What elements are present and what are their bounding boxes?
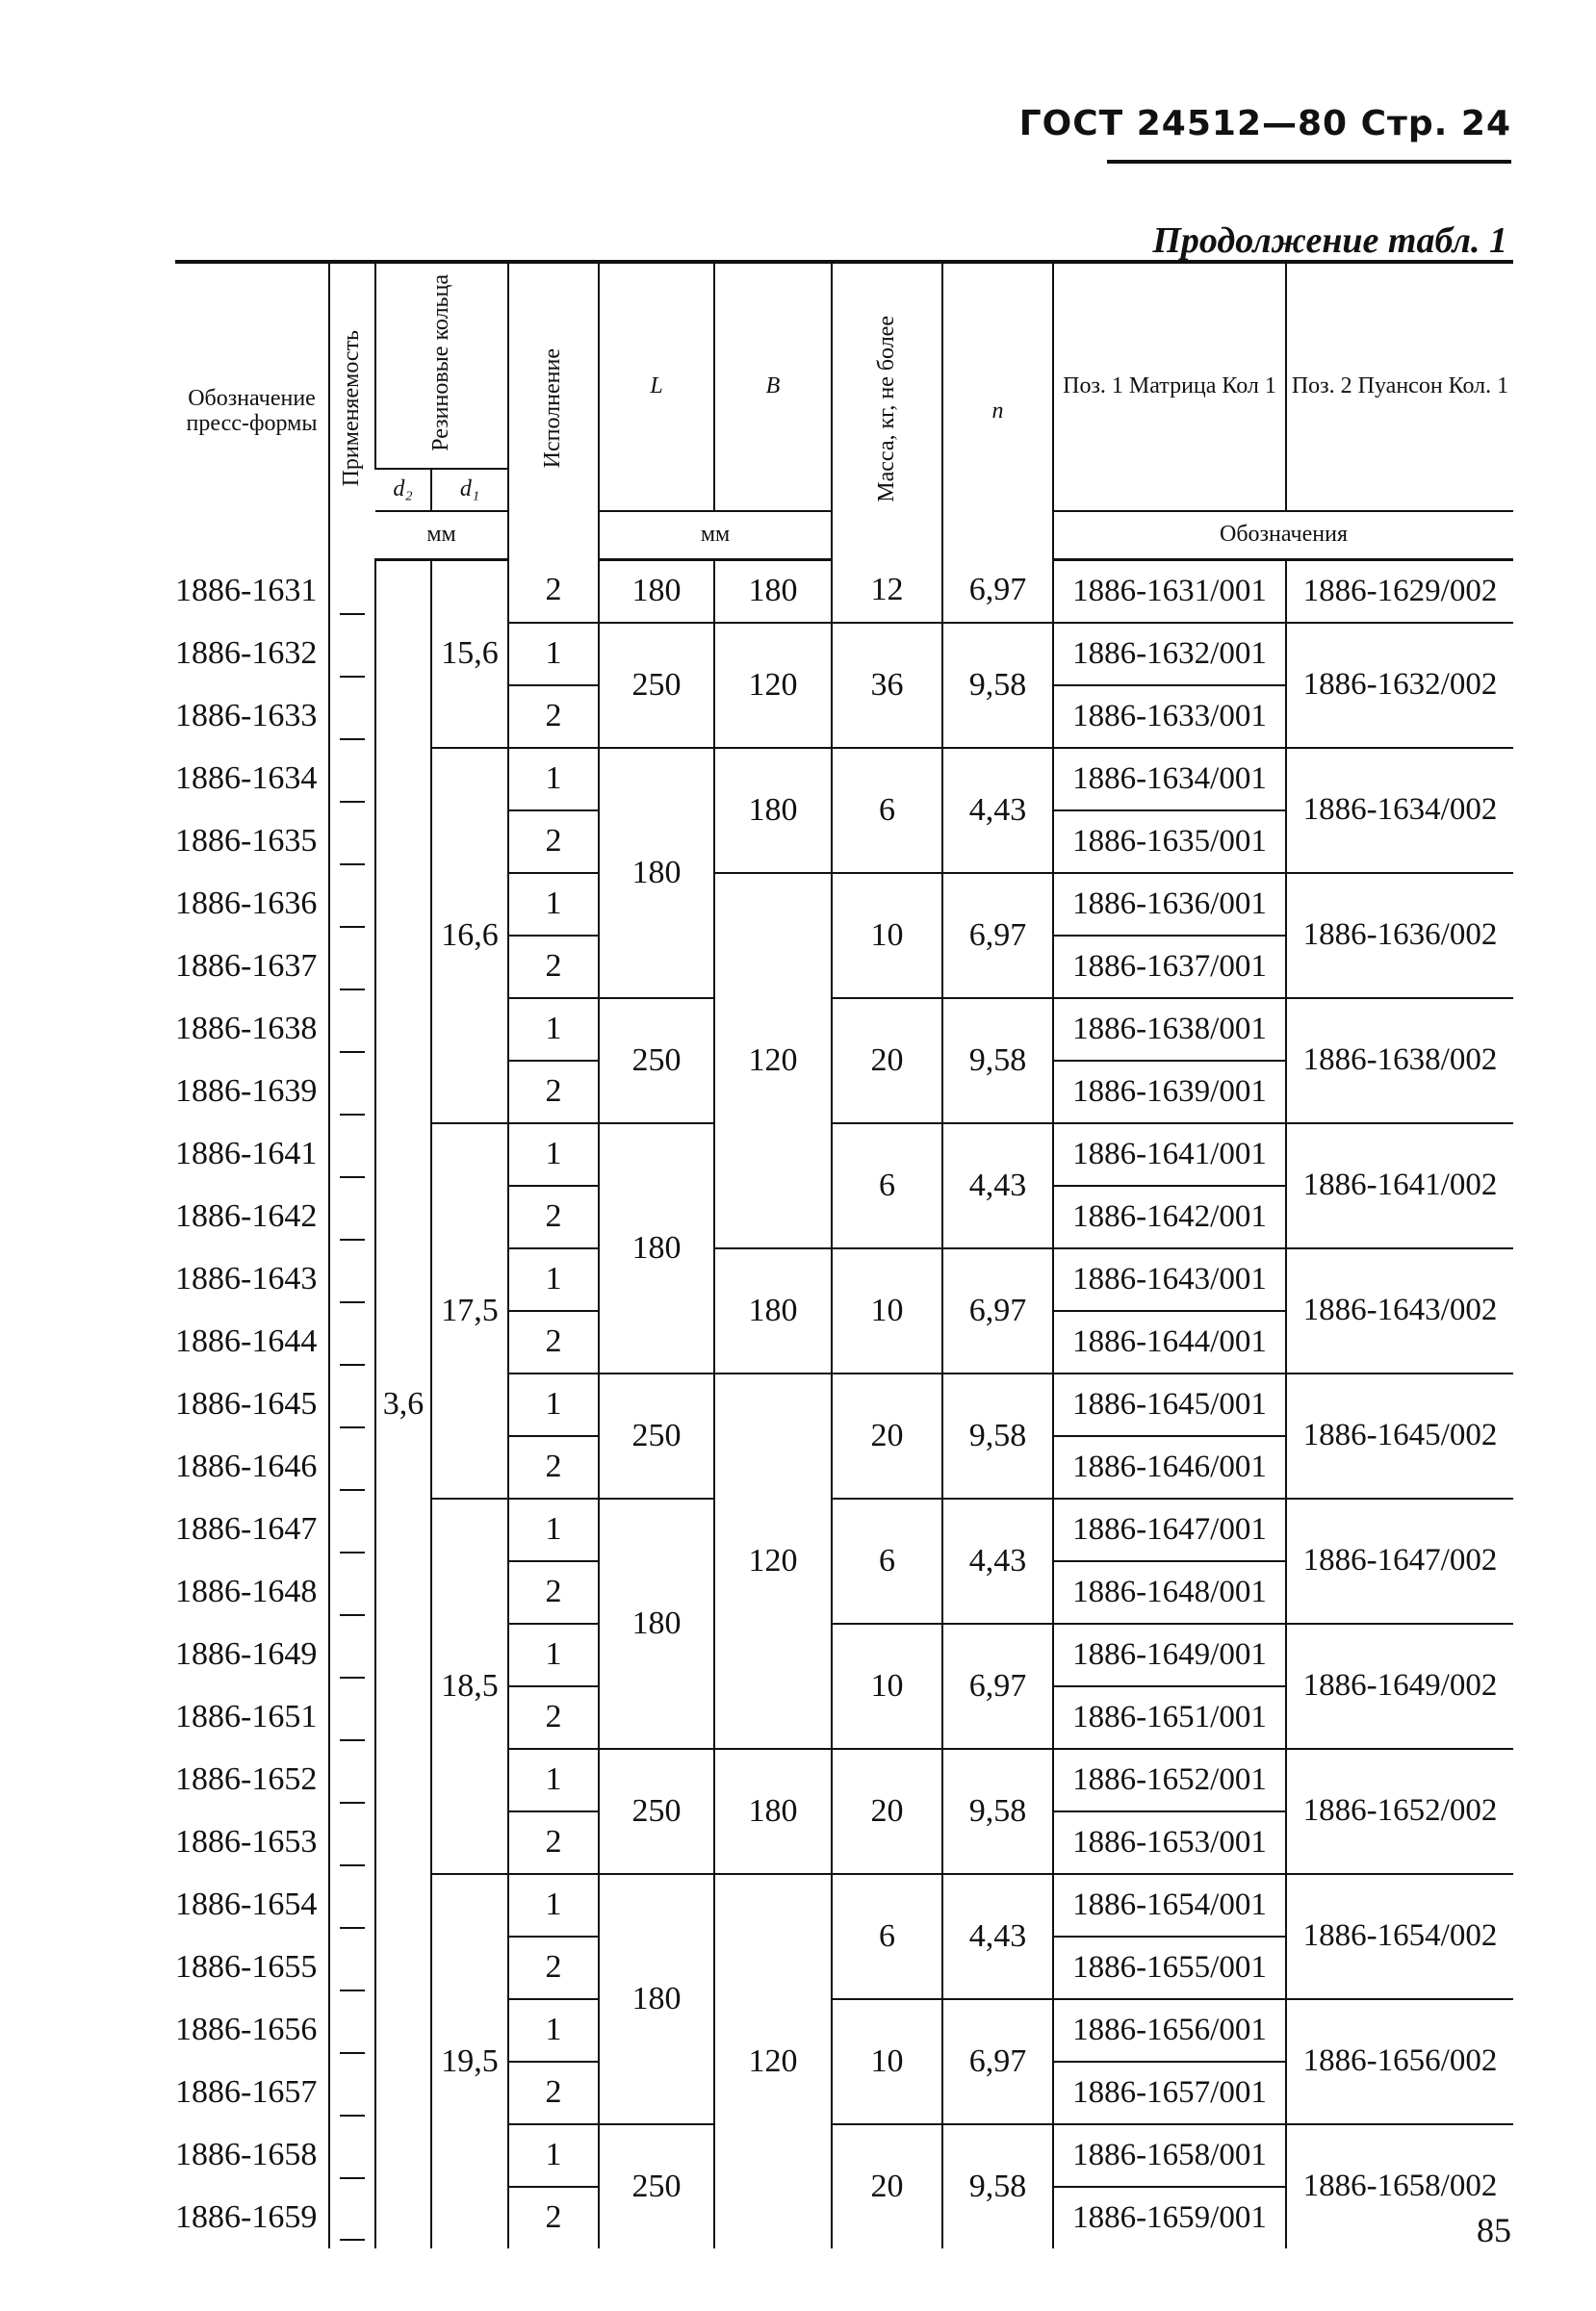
application-cell <box>329 1874 375 1937</box>
application-cell <box>329 1937 375 1999</box>
pos1-cell: 1886-1635/001 <box>1053 810 1286 873</box>
version-cell: 2 <box>508 2187 599 2248</box>
application-cell <box>329 1749 375 1811</box>
designation-cell: 1886-1639 <box>175 1073 318 1109</box>
d1-cell: 18,5 <box>431 1499 508 1874</box>
pos1-cell: 1886-1645/001 <box>1053 1374 1286 1436</box>
dash-mark <box>340 1364 365 1366</box>
d1-cell: 19,5 <box>431 1874 508 2248</box>
header-d1: d₁ <box>431 469 508 511</box>
header-mass: Масса, кг, не более <box>832 262 942 559</box>
dash-mark <box>340 613 365 615</box>
pos1-cell: 1886-1647/001 <box>1053 1499 1286 1561</box>
version-cell: 1 <box>508 1749 599 1811</box>
pos2-cell: 1886-1647/002 <box>1286 1499 1513 1624</box>
B-cell: 120 <box>714 1374 832 1749</box>
designation-cell: 1886-1656 <box>175 2012 318 2047</box>
designation-cell: 1886-1636 <box>175 886 318 921</box>
B-cell: 120 <box>714 873 832 1248</box>
n-cell: 6,97 <box>942 1248 1053 1374</box>
version-cell: 1 <box>508 1374 599 1436</box>
designation-cell: 1886-1637 <box>175 948 318 984</box>
L-cell: 180 <box>599 1874 714 2124</box>
dash-mark <box>340 2239 365 2241</box>
version-cell: 2 <box>508 1686 599 1749</box>
n-cell: 9,58 <box>942 998 1053 1123</box>
application-cell <box>329 810 375 873</box>
version-cell: 1 <box>508 623 599 685</box>
application-cell <box>329 1311 375 1374</box>
dash-mark <box>340 1677 365 1679</box>
B-cell: 180 <box>714 559 832 623</box>
designation-cell: 1886-1659 <box>175 2198 318 2235</box>
pos1-cell: 1886-1634/001 <box>1053 748 1286 810</box>
application-cell <box>329 748 375 810</box>
version-cell: 2 <box>508 1061 599 1123</box>
pos2-cell: 1886-1636/002 <box>1286 873 1513 998</box>
dash-mark <box>340 1990 365 1991</box>
pos1-cell: 1886-1641/001 <box>1053 1123 1286 1186</box>
designation-cell: 1886-1641 <box>175 1136 318 1171</box>
pos1-cell: 1886-1631/001 <box>1053 559 1286 623</box>
version-cell: 1 <box>508 2124 599 2187</box>
B-cell: 180 <box>714 748 832 873</box>
header-B: B <box>714 262 832 511</box>
application-cell <box>329 2124 375 2187</box>
mass-cell: 20 <box>832 2124 942 2248</box>
dash-mark <box>340 1426 365 1428</box>
page-number: 85 <box>1477 2211 1511 2249</box>
pos1-cell: 1886-1636/001 <box>1053 873 1286 936</box>
dash-mark <box>340 1614 365 1616</box>
header-pos1: Поз. 1 Матрица Кол 1 <box>1053 262 1286 511</box>
application-cell <box>329 1499 375 1561</box>
application-cell <box>329 685 375 748</box>
n-cell: 4,43 <box>942 1123 1053 1248</box>
designation-cell: 1886-1631 <box>175 572 318 608</box>
n-cell: 6,97 <box>942 1999 1053 2124</box>
version-cell: 2 <box>508 1937 599 1999</box>
pos1-cell: 1886-1646/001 <box>1053 1436 1286 1499</box>
designation-cell: 1886-1638 <box>175 1011 318 1046</box>
version-cell: 2 <box>508 559 599 623</box>
application-cell <box>329 1248 375 1311</box>
dash-mark <box>340 1552 365 1554</box>
mass-cell: 6 <box>832 1123 942 1248</box>
header-application: Применяемость <box>329 262 375 559</box>
dash-mark <box>340 1739 365 1741</box>
dash-mark <box>340 1802 365 1804</box>
pos1-cell: 1886-1659/001 <box>1053 2187 1286 2248</box>
pos1-cell: 1886-1656/001 <box>1053 1999 1286 2062</box>
table-continuation-label: Продолжение табл. 1 <box>1152 220 1507 261</box>
mass-cell: 10 <box>832 1624 942 1749</box>
n-cell: 6,97 <box>942 873 1053 998</box>
n-cell: 6,97 <box>942 559 1053 623</box>
L-cell: 180 <box>599 1499 714 1749</box>
n-cell: 9,58 <box>942 2124 1053 2248</box>
mass-cell: 6 <box>832 1874 942 1999</box>
mass-cell: 20 <box>832 1749 942 1874</box>
version-cell: 1 <box>508 1874 599 1937</box>
n-cell: 4,43 <box>942 1499 1053 1624</box>
B-cell: 120 <box>714 623 832 748</box>
mass-cell: 10 <box>832 1248 942 1374</box>
mass-cell: 10 <box>832 1999 942 2124</box>
application-cell <box>329 2062 375 2124</box>
pos1-cell: 1886-1632/001 <box>1053 623 1286 685</box>
version-cell: 2 <box>508 1811 599 1874</box>
application-cell <box>329 1374 375 1436</box>
page-header: ГОСТ 24512—80 Стр. 24 <box>1018 104 1511 143</box>
version-cell: 2 <box>508 1186 599 1248</box>
application-cell <box>329 1061 375 1123</box>
application-cell <box>329 1686 375 1749</box>
pos1-cell: 1886-1649/001 <box>1053 1624 1286 1686</box>
dash-mark <box>340 1051 365 1053</box>
pos1-cell: 1886-1638/001 <box>1053 998 1286 1061</box>
dash-mark <box>340 989 365 990</box>
L-cell: 180 <box>599 559 714 623</box>
dash-mark <box>340 801 365 803</box>
L-cell: 180 <box>599 748 714 998</box>
version-cell: 1 <box>508 1248 599 1311</box>
header-pos2: Поз. 2 Пуансон Кол. 1 <box>1286 262 1513 511</box>
designation-cell: 1886-1651 <box>175 1699 318 1734</box>
version-cell: 2 <box>508 2062 599 2124</box>
specification-table <box>175 260 1513 2248</box>
n-cell: 9,58 <box>942 623 1053 748</box>
designation-cell: 1886-1648 <box>175 1574 318 1609</box>
designation-cell: 1886-1643 <box>175 1261 318 1297</box>
pos2-cell: 1886-1629/002 <box>1286 559 1513 623</box>
pos2-cell: 1886-1638/002 <box>1286 998 1513 1123</box>
L-cell: 250 <box>599 998 714 1123</box>
header-d2: d₂ <box>375 469 431 511</box>
pos2-cell: 1886-1652/002 <box>1286 1749 1513 1874</box>
dash-mark <box>340 676 365 678</box>
application-cell <box>329 873 375 936</box>
pos2-cell: 1886-1656/002 <box>1286 1999 1513 2124</box>
designation-cell: 1886-1632 <box>175 635 318 671</box>
mass-cell: 20 <box>832 998 942 1123</box>
version-cell: 2 <box>508 1561 599 1624</box>
pos1-cell: 1886-1639/001 <box>1053 1061 1286 1123</box>
header-mm-dimensions: мм <box>599 511 832 559</box>
dash-mark <box>340 738 365 740</box>
application-cell <box>329 936 375 998</box>
designation-cell: 1886-1633 <box>175 698 318 733</box>
pos1-cell: 1886-1642/001 <box>1053 1186 1286 1248</box>
pos1-cell: 1886-1657/001 <box>1053 2062 1286 2124</box>
header-rubber-rings: Резиновые кольца <box>375 262 508 469</box>
pos1-cell: 1886-1655/001 <box>1053 1937 1286 1999</box>
dash-mark <box>340 1301 365 1303</box>
version-cell: 2 <box>508 1311 599 1374</box>
application-cell <box>329 2187 375 2248</box>
designation-cell: 1886-1658 <box>175 2137 318 2172</box>
pos1-cell: 1886-1654/001 <box>1053 1874 1286 1937</box>
header-designation: Обозначение пресс-формы <box>186 386 318 436</box>
version-cell: 2 <box>508 936 599 998</box>
designation-cell: 1886-1657 <box>175 2074 318 2110</box>
pos2-cell: 1886-1649/002 <box>1286 1624 1513 1749</box>
d1-cell: 15,6 <box>431 559 508 748</box>
mass-cell: 12 <box>832 559 942 623</box>
application-cell <box>329 623 375 685</box>
header-version: Исполнение <box>508 262 599 559</box>
version-cell: 1 <box>508 1123 599 1186</box>
version-cell: 1 <box>508 1624 599 1686</box>
L-cell: 180 <box>599 1123 714 1374</box>
dash-mark <box>340 1176 365 1178</box>
mass-cell: 20 <box>832 1374 942 1499</box>
table-row <box>175 559 1513 623</box>
version-cell: 1 <box>508 998 599 1061</box>
dash-mark <box>340 1927 365 1929</box>
header-mm-rings: мм <box>375 511 508 559</box>
application-cell <box>329 1436 375 1499</box>
application-cell <box>329 1561 375 1624</box>
pos1-cell: 1886-1637/001 <box>1053 936 1286 998</box>
designation-cell: 1886-1652 <box>175 1761 318 1797</box>
dash-mark <box>340 1114 365 1116</box>
pos1-cell: 1886-1653/001 <box>1053 1811 1286 1874</box>
designation-cell: 1886-1655 <box>175 1949 318 1985</box>
pos1-cell: 1886-1648/001 <box>1053 1561 1286 1624</box>
dash-mark <box>340 2052 365 2054</box>
pos1-cell: 1886-1643/001 <box>1053 1248 1286 1311</box>
application-cell <box>329 1999 375 2062</box>
header-designations: Обозначения <box>1053 511 1513 559</box>
dash-mark <box>340 1489 365 1491</box>
application-cell <box>329 998 375 1061</box>
n-cell: 6,97 <box>942 1624 1053 1749</box>
version-cell: 2 <box>508 1436 599 1499</box>
n-cell: 4,43 <box>942 1874 1053 1999</box>
dash-mark <box>340 1239 365 1241</box>
dash-mark <box>340 863 365 865</box>
pos1-cell: 1886-1644/001 <box>1053 1311 1286 1374</box>
pos2-cell: 1886-1634/002 <box>1286 748 1513 873</box>
version-cell: 2 <box>508 685 599 748</box>
designation-cell: 1886-1635 <box>175 823 318 859</box>
L-cell: 250 <box>599 1749 714 1874</box>
application-cell <box>329 1186 375 1248</box>
pos2-cell: 1886-1643/002 <box>1286 1248 1513 1374</box>
L-cell: 250 <box>599 2124 714 2248</box>
application-cell <box>329 1811 375 1874</box>
version-cell: 1 <box>508 873 599 936</box>
n-cell: 4,43 <box>942 748 1053 873</box>
mass-cell: 6 <box>832 748 942 873</box>
L-cell: 250 <box>599 623 714 748</box>
designation-cell: 1886-1645 <box>175 1386 318 1422</box>
B-cell: 180 <box>714 1749 832 1874</box>
designation-cell: 1886-1634 <box>175 760 318 796</box>
d1-cell: 16,6 <box>431 748 508 1123</box>
dash-mark <box>340 2177 365 2179</box>
n-cell: 9,58 <box>942 1749 1053 1874</box>
B-cell: 120 <box>714 1874 832 2248</box>
designation-cell: 1886-1647 <box>175 1511 318 1547</box>
L-cell: 250 <box>599 1374 714 1499</box>
pos2-cell: 1886-1645/002 <box>1286 1374 1513 1499</box>
pos1-cell: 1886-1658/001 <box>1053 2124 1286 2187</box>
mass-cell: 36 <box>832 623 942 748</box>
version-cell: 2 <box>508 810 599 873</box>
designation-cell: 1886-1653 <box>175 1824 318 1860</box>
version-cell: 1 <box>508 1999 599 2062</box>
header-rule <box>1107 160 1511 164</box>
designation-cell: 1886-1642 <box>175 1198 318 1234</box>
pos1-cell: 1886-1651/001 <box>1053 1686 1286 1749</box>
version-cell: 1 <box>508 1499 599 1561</box>
dash-mark <box>340 1864 365 1866</box>
application-cell <box>329 1624 375 1686</box>
designation-cell: 1886-1646 <box>175 1449 318 1484</box>
version-cell: 1 <box>508 748 599 810</box>
pos2-cell: 1886-1654/002 <box>1286 1874 1513 1999</box>
mass-cell: 6 <box>832 1499 942 1624</box>
dash-mark <box>340 2115 365 2117</box>
designation-cell: 1886-1654 <box>175 1887 318 1922</box>
header-n: n <box>942 262 1053 559</box>
n-cell: 9,58 <box>942 1374 1053 1499</box>
pos2-cell: 1886-1658/002 <box>1286 2124 1513 2248</box>
application-cell <box>329 559 375 623</box>
application-cell <box>329 1123 375 1186</box>
pos1-cell: 1886-1633/001 <box>1053 685 1286 748</box>
mass-cell: 10 <box>832 873 942 998</box>
d1-cell: 17,5 <box>431 1123 508 1499</box>
pos2-cell: 1886-1632/002 <box>1286 623 1513 748</box>
designation-cell: 1886-1649 <box>175 1636 318 1672</box>
pos1-cell: 1886-1652/001 <box>1053 1749 1286 1811</box>
designation-cell: 1886-1644 <box>175 1323 318 1359</box>
d2-cell: 3,6 <box>375 559 431 2248</box>
pos2-cell: 1886-1641/002 <box>1286 1123 1513 1248</box>
dash-mark <box>340 926 365 928</box>
B-cell: 180 <box>714 1248 832 1374</box>
header-L: L <box>599 262 714 511</box>
